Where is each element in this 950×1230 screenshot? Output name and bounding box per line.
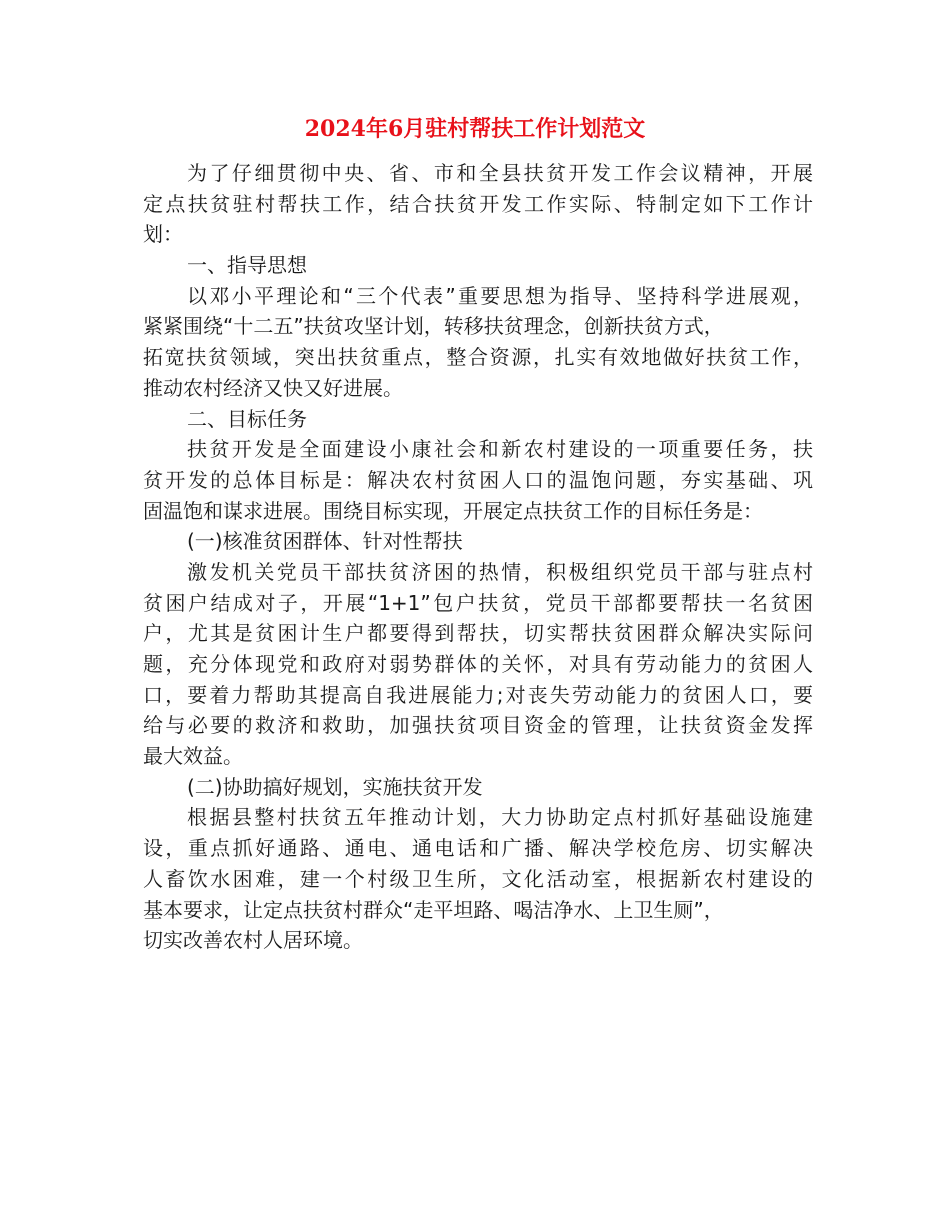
paragraph-line: 户，尤其是贫困计生户都要得到帮扶，切实帮扶贫困群众解决实际问 [143,621,813,646]
section-heading: 二、目标任务 [187,406,307,431]
subsection-heading: (二)协助搞好规划，实施扶贫开发 [187,774,483,799]
paragraph-line: 划： [143,222,183,247]
paragraph-line: 推动农村经济又快又好进展。 [143,375,403,400]
paragraph-line: 基本要求，让定点扶贫村群众“走平坦路、喝洁净水、上卫生厕”， [143,897,724,922]
paragraph-line: 最大效益。 [143,744,243,769]
paragraph-line: 为了仔细贯彻中央、省、市和全县扶贫开发工作会议精神，开展 [187,161,813,185]
paragraph-line: 口，要着力帮助其提高自我进展能力;对丧失劳动能力的贫困人口，要 [143,682,813,707]
paragraph-line: 扶贫开发是全面建设小康社会和新农村建设的一项重要任务，扶 [187,437,813,462]
paragraph-line: 拓宽扶贫领域，突出扶贫重点，整合资源，扎实有效地做好扶贫工作， [143,345,813,370]
paragraph-line: 根据县整村扶贫五年推动计划，大力协助定点村抓好基础设施建 [187,805,813,830]
paragraph-line: 紧紧围绕“十二五”扶贫攻坚计划，转移扶贫理念，创新扶贫方式， [143,314,724,339]
paragraph-line: 贫困户结成对子，开展“1+1”包户扶贫，党员干部都要帮扶一名贫困 [143,590,813,615]
paragraph-line: 题，充分体现党和政府对弱势群体的关怀，对具有劳动能力的贫困人 [143,652,813,676]
paragraph-line: 人畜饮水困难，建一个村级卫生所，文化活动室，根据新农村建设的 [143,866,813,891]
paragraph-line: 切实改善农村人居环境。 [143,928,363,953]
paragraph-line: 贫开发的总体目标是：解决农村贫困人口的温饱问题，夯实基础、巩 [143,467,813,492]
paragraph-line: 以邓小平理论和“三个代表”重要思想为指导、坚持科学进展观， [187,283,813,308]
paragraph-line: 激发机关党员干部扶贫济困的热情，积极组织党员干部与驻点村 [187,559,813,584]
section-heading: 一、指导思想 [187,253,307,278]
paragraph-line: 定点扶贫驻村帮扶工作，结合扶贫开发工作实际、特制定如下工作计 [143,191,813,216]
subsection-heading: (一)核准贫困群体、针对性帮扶 [187,529,463,554]
paragraph-line: 给与必要的救济和救助，加强扶贫项目资金的管理，让扶贫资金发挥 [143,713,813,738]
document-title: 2024年6月驻村帮扶工作计划范文 [304,116,646,142]
paragraph-line: 设，重点抓好通路、通电、通电话和广播、解决学校危房、切实解决 [143,836,813,861]
document-body [143,158,813,956]
paragraph-line: 固温饱和谋求进展。围绕目标实现，开展定点扶贫工作的目标任务是： [143,498,763,523]
